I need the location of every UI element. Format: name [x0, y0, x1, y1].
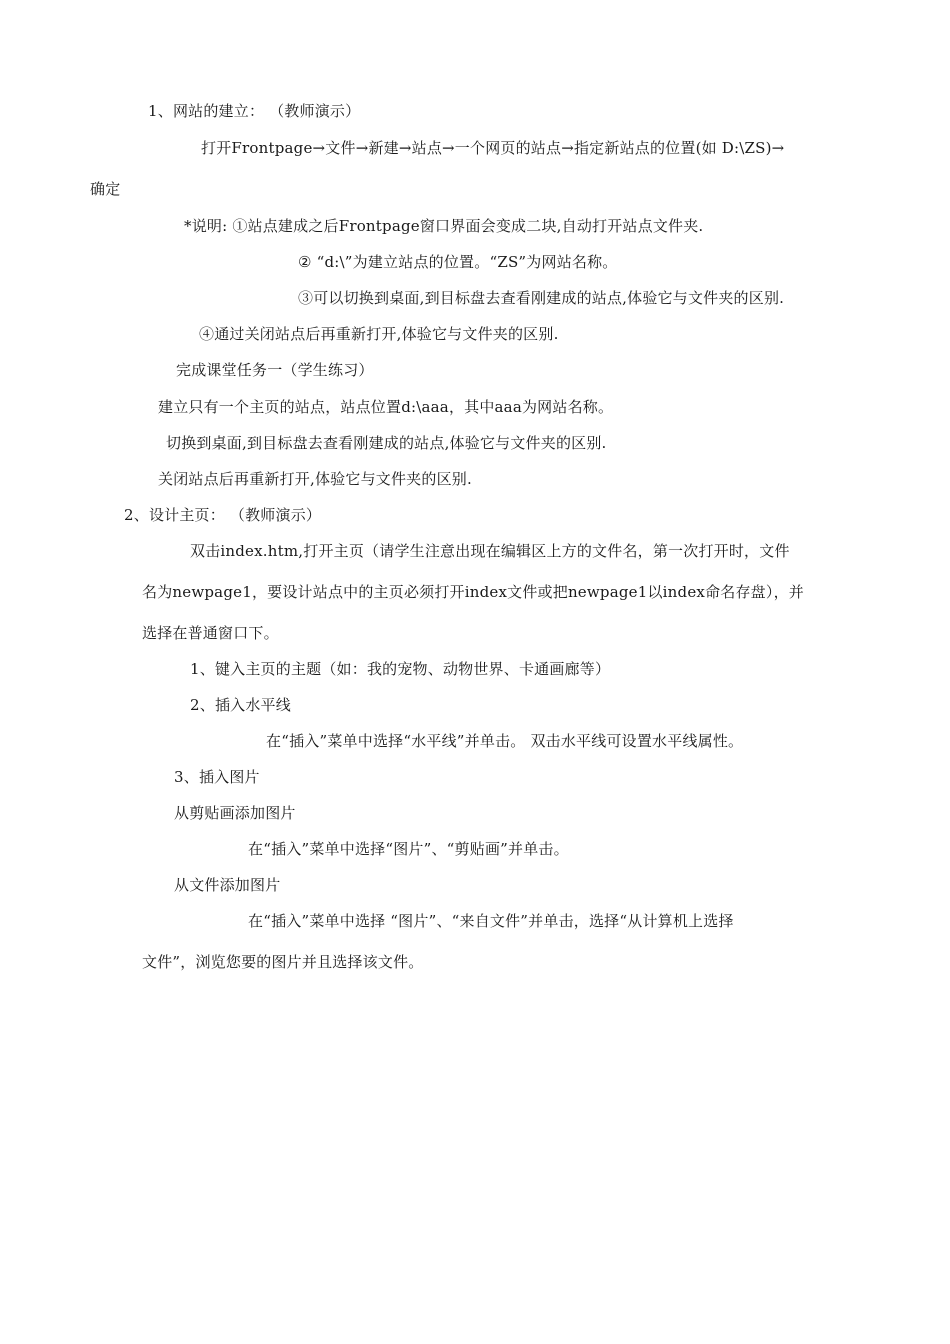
list-item-1: 1、键入主页的主题（如：我的宠物、动物世界、卡通画廊等）: [190, 660, 611, 678]
task-item-2: 切换到桌面,到目标盘去查看刚建成的站点,体验它与文件夹的区别.: [166, 434, 607, 452]
section1-heading: 1、网站的建立： （教师演示）: [148, 102, 361, 120]
file-image-heading: 从文件添加图片: [174, 876, 281, 894]
list-item-3: 3、插入图片: [174, 768, 260, 786]
list-item-2-detail: 在“插入”菜单中选择“水平线”并单击。 双击水平线可设置水平线属性。: [266, 732, 744, 750]
task-item-1: 建立只有一个主页的站点，站点位置d:\aaa，其中aaa为网站名称。: [158, 398, 614, 416]
section2-paragraph-line3: 选择在普通窗口下。: [142, 624, 279, 642]
clipart-detail: 在“插入”菜单中选择“图片”、“剪贴画”并单击。: [248, 840, 569, 858]
task-item-3: 关闭站点后再重新打开,体验它与文件夹的区别.: [158, 470, 472, 488]
section1-steps-line2: 确定: [90, 180, 121, 198]
file-image-detail-line1: 在“插入”菜单中选择 “图片”、“来自文件”并单击，选择“从计算机上选择: [248, 912, 734, 930]
task-heading: 完成课堂任务一（学生练习）: [176, 361, 374, 379]
section1-note1: *说明: ①站点建成之后Frontpage窗口界面会变成二块,自动打开站点文件夹.: [184, 217, 704, 235]
section1-note3: ③可以切换到桌面,到目标盘去查看刚建成的站点,体验它与文件夹的区别.: [298, 289, 785, 307]
section2-paragraph-line2: 名为newpage1，要设计站点中的主页必须打开index文件或把newpage1以index命名存盘），并: [142, 583, 804, 601]
clipart-heading: 从剪贴画添加图片: [174, 804, 296, 822]
section2-paragraph-line1: 双击index.htm,打开主页（请学生注意出现在编辑区上方的文件名，第一次打开时，文件: [190, 542, 790, 560]
file-image-detail-line2: 文件”，浏览您要的图片并且选择该文件。: [142, 953, 424, 971]
section1-note2: ② “d:\”为建立站点的位置。“ZS”为网站名称。: [298, 253, 618, 271]
section1-steps-line1: 打开Frontpage→文件→新建→站点→一个网页的站点→指定新站点的位置(如 D:\ZS)→: [201, 139, 785, 157]
section1-note4: ④通过关闭站点后再重新打开,体验它与文件夹的区别.: [199, 325, 559, 343]
section2-heading: 2、设计主页： （教师演示）: [124, 506, 322, 524]
list-item-2: 2、插入水平线: [190, 696, 291, 714]
